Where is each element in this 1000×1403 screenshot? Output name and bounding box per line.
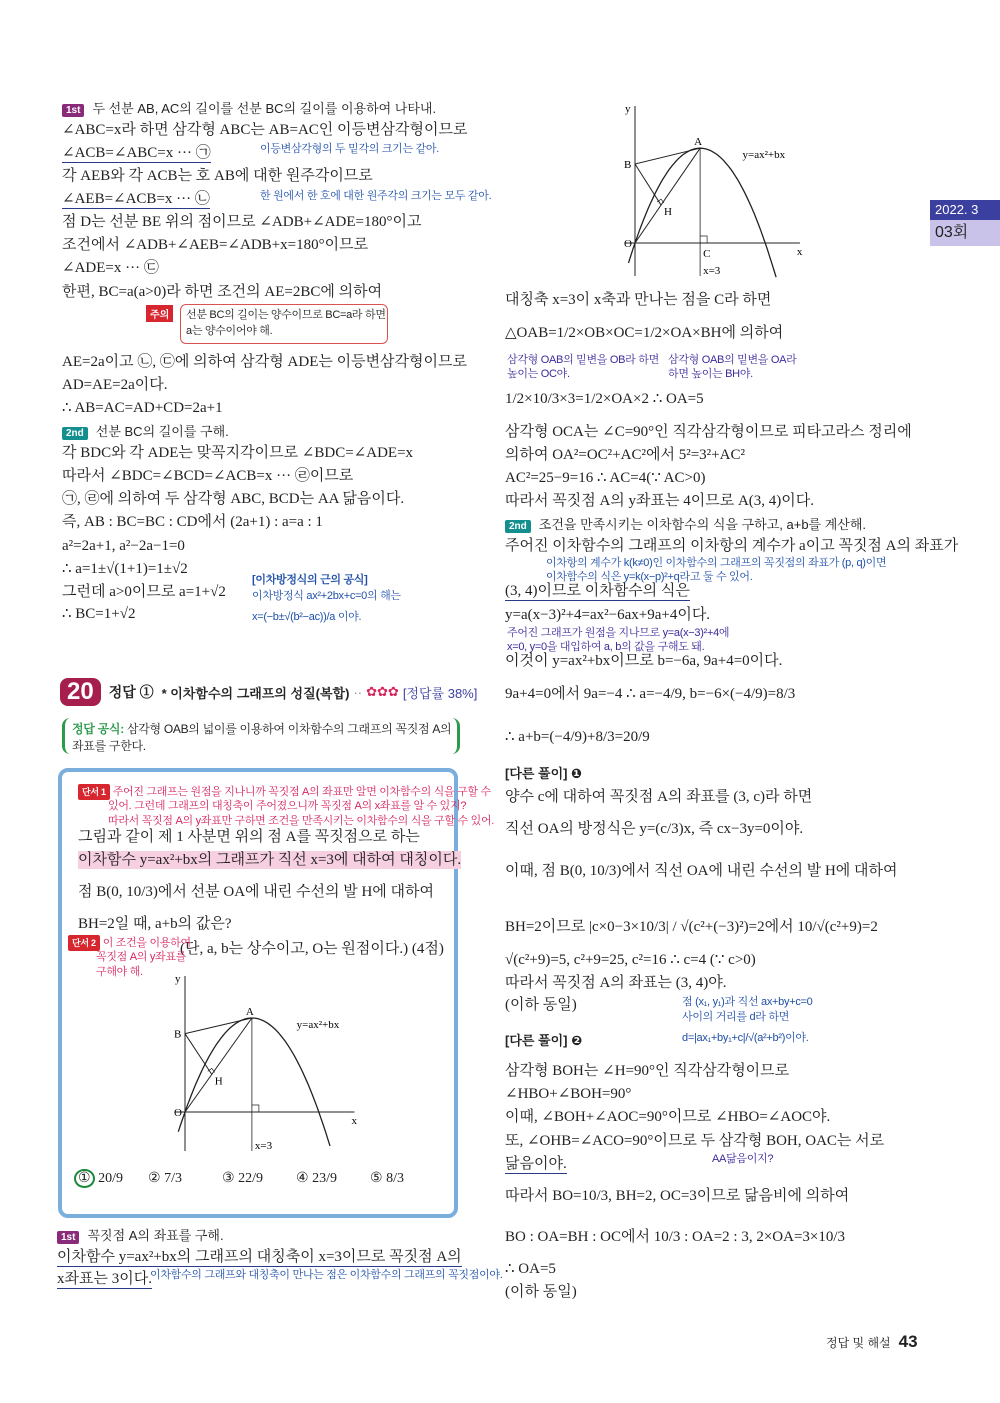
step-2-header bbox=[62, 421, 229, 440]
solution-line: 이것이 y=ax²+bx이므로 b=−6a, 9a+4=0이다. bbox=[505, 653, 783, 669]
solution-line: ∠AEB=∠ACB=x ··· ㉡ bbox=[62, 191, 210, 207]
exam-year-tab: 2022. 3 bbox=[930, 200, 1000, 220]
step-title: 두 선분 AB, AC의 길이를 선분 BC의 길이를 이용하여 나타내. bbox=[92, 101, 437, 116]
choice-4[interactable] bbox=[296, 1170, 337, 1187]
solution-line: AD=AE=2a이다. bbox=[62, 377, 168, 393]
solution-line: 의하여 OA²=OC²+AC²에서 5²=3²+AC² bbox=[505, 447, 745, 463]
choice-number: ② bbox=[148, 1171, 161, 1186]
annotation-note: [이차방정식의 근의 공식] bbox=[252, 574, 368, 586]
question-topic: * 이차함수의 그래프의 성질(복합) bbox=[161, 685, 350, 701]
problem-text: 점 B(0, 10/3)에서 선분 OA에 내린 수선의 발 H에 대하여 bbox=[78, 884, 435, 900]
hint-text: 따라서 꼭짓점 A의 y좌표만 구하면 조건을 만족시키는 이차함수의 식을 구할 수 있어. bbox=[108, 815, 495, 827]
caution-text: 선분 BC의 길이는 양수이므로 BC=a라 하면 bbox=[186, 309, 386, 321]
step-title: 선분 BC의 길이를 구해. bbox=[95, 424, 229, 439]
solution-line: 또, ∠OHB=∠ACO=90°이므로 두 삼각형 BOH, OAC는 서로 bbox=[505, 1133, 885, 1149]
answer-label: 정답 ① bbox=[108, 684, 154, 700]
annotation-note: d=|ax₁+by₁+c|/√(a²+b²)이야. bbox=[682, 1032, 809, 1044]
solution-line: 1/2×10/3×3=1/2×OA×2 ∴ OA=5 bbox=[505, 391, 704, 407]
point-H-label: H bbox=[214, 1075, 223, 1088]
choice-3[interactable] bbox=[222, 1170, 263, 1187]
x-axis-label: x bbox=[351, 1115, 357, 1127]
annotation-note: 하면 높이는 BH야. bbox=[668, 368, 753, 380]
exam-round-tab: 03회 bbox=[930, 220, 1000, 246]
solution-line: ∴ a=1±√(1+1)=1±√2 bbox=[62, 561, 188, 577]
curve-equation-label: y=ax²+bx bbox=[742, 149, 786, 162]
axis-of-symmetry-label: x=3 bbox=[254, 1140, 273, 1152]
solution-line: 삼각형 BOH는 ∠H=90°인 직각삼각형이므로 bbox=[505, 1063, 790, 1079]
solution-line: ∠ACB=∠ABC=x ··· ㉠ bbox=[62, 145, 211, 161]
right-angle-mark bbox=[700, 236, 707, 243]
segment-BH bbox=[185, 1034, 212, 1075]
point-A-label: A bbox=[245, 1006, 254, 1018]
solution-line: 직선 OA의 방정식은 y=(c/3)x, 즉 cx−3y=0이야. bbox=[505, 821, 804, 837]
annotation-note: x=0, y=0을 대입하여 a, b의 값을 구해도 돼. bbox=[507, 641, 705, 653]
correct-rate: [정답률 38%] bbox=[402, 685, 478, 701]
annotation-note: x=(−b±√(b²−ac))/a 이야. bbox=[252, 611, 362, 623]
problem-condition: (단, a, b는 상수이고, O는 원점이다.) (4점) bbox=[180, 941, 444, 957]
problem-text-highlighted: 이차함수 y=ax²+bx의 그래프가 직선 x=3에 대하여 대칭이다. bbox=[78, 852, 462, 868]
page-number: 43 bbox=[898, 1332, 918, 1351]
question-header bbox=[60, 678, 477, 706]
step-1-header bbox=[62, 98, 436, 117]
origin-label: O bbox=[624, 238, 632, 250]
axis-of-symmetry-label: x=3 bbox=[703, 265, 721, 277]
footer-label: 정답 및 해설 bbox=[826, 1336, 891, 1350]
choice-number: ③ bbox=[222, 1171, 235, 1186]
solution-line: 각 BDC와 각 ADE는 맞꼭지각이므로 ∠BDC=∠ADE=x bbox=[62, 445, 414, 461]
choice-number: ④ bbox=[296, 1171, 309, 1186]
solution-line: 삼각형 OCA는 ∠C=90°인 직각삼각형이므로 피타고라스 정리에 bbox=[505, 424, 912, 440]
solution-line: (3, 4)이므로 이차함수의 식은 bbox=[505, 583, 690, 599]
annotation-note: 삼각형 OAB의 밑변을 OA라 bbox=[668, 354, 797, 366]
solution-line: 닮음이야. bbox=[505, 1156, 567, 1172]
solution-line: (이하 동일) bbox=[505, 1284, 577, 1300]
solution-line: AC²=25−9=16 ∴ AC=4(∵ AC>0) bbox=[505, 470, 706, 486]
page-footer bbox=[826, 1332, 918, 1352]
problem-text: BH=2일 때, a+b의 값은? bbox=[78, 916, 232, 932]
step-title: 조건을 만족시키는 이차함수의 식을 구하고, a+b를 계산해. bbox=[538, 517, 867, 532]
point-H-label: H bbox=[664, 206, 672, 219]
alt-solution-2-title: [다른 풀이] ❷ bbox=[505, 1033, 583, 1048]
annotation-note: 이차함수의 그래프와 대칭축이 만나는 점은 이차함수의 그래프의 꼭짓점이야. bbox=[150, 1269, 503, 1281]
choice-value: 8/3 bbox=[386, 1171, 404, 1186]
annotation-note: 점 (x₁, y₁)과 직선 ax+by+c=0 bbox=[682, 996, 813, 1008]
alt-solution-1-title: [다른 풀이] ❶ bbox=[505, 766, 583, 781]
problem-graph bbox=[140, 970, 370, 1160]
annotation-note: 사이의 거리를 d라 하면 bbox=[682, 1011, 790, 1023]
point-B-label: B bbox=[174, 1028, 182, 1041]
hint-2 bbox=[68, 935, 191, 951]
choice-value: 23/9 bbox=[312, 1171, 337, 1186]
solution-line: 따라서 꼭짓점 A의 좌표는 (3, 4)야. bbox=[505, 975, 727, 991]
y-axis-label: y bbox=[175, 973, 181, 985]
solution-line: ∠ABC=x라 하면 삼각형 ABC는 AB=AC인 이등변삼각형이므로 bbox=[62, 122, 468, 138]
step-badge: 2nd bbox=[62, 427, 88, 440]
segment-BH bbox=[635, 164, 661, 205]
solution-line: 점 D는 선분 BE 위의 점이므로 ∠ADB+∠ADE=180°이고 bbox=[62, 214, 422, 230]
hint-text: 꼭짓점 A의 y좌표를 bbox=[96, 951, 187, 963]
solution-line: 따라서 ∠BDC=∠BCD=∠ACB=x ··· ㉣이므로 bbox=[62, 468, 354, 484]
y-axis-label: y bbox=[625, 103, 631, 115]
formula-text: 삼각형 OAB의 넓이를 이용하여 이차함수의 그래프의 꼭짓점 A의 bbox=[126, 722, 452, 736]
solution-line: ∴ OA=5 bbox=[505, 1261, 556, 1277]
solution-line: 양수 c에 대하여 꼭짓점 A의 좌표를 (3, c)라 하면 bbox=[505, 789, 813, 805]
solution-line: △OAB=1/2×OB×OC=1/2×OA×BH에 의하여 bbox=[505, 325, 784, 341]
solution-line: ∴ BC=1+√2 bbox=[62, 606, 136, 622]
solution-line: 9a+4=0에서 9a=−4 ∴ a=−4/9, b=−6×(−4/9)=8/3 bbox=[505, 686, 796, 702]
choice-value: 7/3 bbox=[164, 1171, 182, 1186]
solution-line: 각 AEB와 각 ACB는 호 AB에 대한 원주각이므로 bbox=[62, 168, 373, 184]
curve-equation-label: y=ax²+bx bbox=[296, 1019, 340, 1031]
formula-text: 좌표를 구한다. bbox=[72, 739, 146, 753]
point-C-label: C bbox=[703, 248, 711, 260]
difficulty-stars: ✿✿✿ bbox=[366, 684, 399, 699]
solution-line: 따라서 BO=10/3, BH=2, OC=3이므로 닮음비에 의하여 bbox=[505, 1188, 850, 1204]
point-B-label: B bbox=[624, 159, 632, 171]
step-2-header bbox=[505, 514, 866, 533]
solution-line: BH=2이므로 |c×0−3×10/3| / √(c²+(−3)²)=2에서 10/√(c²+9)=2 bbox=[505, 919, 878, 935]
solution-line: 주어진 이차함수의 그래프의 이차항의 계수가 a이고 꼭짓점 A의 좌표가 bbox=[505, 538, 959, 554]
annotation-note: 한 원에서 한 호에 대한 원주각의 크기는 모두 같아. bbox=[260, 190, 492, 202]
solution-line: 한편, BC=a(a>0)라 하면 조건의 AE=2BC에 의하여 bbox=[62, 284, 383, 300]
origin-label: O bbox=[174, 1107, 182, 1119]
solution-graph bbox=[590, 100, 820, 285]
solution-line: ∴ a+b=(−4/9)+8/3=20/9 bbox=[505, 729, 650, 745]
choice-5[interactable] bbox=[370, 1170, 404, 1187]
point-A-label: A bbox=[694, 136, 703, 149]
annotation-note: 삼각형 OAB의 밑변을 OB라 하면 bbox=[507, 354, 659, 366]
formula-label: 정답 공식: bbox=[72, 722, 124, 736]
step-badge: 2nd bbox=[505, 520, 531, 533]
formula-line bbox=[72, 722, 451, 736]
solution-line: √(c²+9)=5, c²+9=25, c²=16 ∴ c=4 (∵ c>0) bbox=[505, 952, 756, 968]
solution-line: (이하 동일) bbox=[505, 997, 577, 1013]
caution-tag: 주의 bbox=[146, 305, 173, 322]
question-number: 20 bbox=[60, 678, 101, 706]
choice-2[interactable] bbox=[148, 1170, 182, 1187]
choice-number: ⑤ bbox=[370, 1171, 383, 1186]
choice-number: ① bbox=[74, 1169, 95, 1188]
caution-text: a는 양수이어야 해. bbox=[186, 325, 273, 337]
hint-text: 주어진 그래프는 원점을 지나니까 꼭짓점 A의 좌표만 알면 이차함수의 식을 구할 수 bbox=[112, 786, 491, 798]
solution-line: 따라서 꼭짓점 A의 y좌표는 4이므로 A(3, 4)이다. bbox=[505, 493, 815, 509]
solution-line: 조건에서 ∠ADB+∠AEB=∠ADB+x=180°이므로 bbox=[62, 237, 369, 253]
solution-line: a²=2a+1, a²−2a−1=0 bbox=[62, 538, 185, 554]
choice-1[interactable] bbox=[74, 1170, 123, 1187]
solution-line: 이때, 점 B(0, 10/3)에서 직선 OA에 내린 수선의 발 H에 대하여 bbox=[505, 863, 898, 879]
hint-tag: 단서 2 bbox=[68, 935, 100, 951]
solution-line: 대칭축 x=3이 x축과 만나는 점을 C라 하면 bbox=[505, 292, 772, 308]
solution-line: x좌표는 3이다. bbox=[57, 1271, 152, 1287]
step-title: 꼭짓점 A의 좌표를 구해. bbox=[87, 1228, 224, 1243]
hint-text: 구해야 해. bbox=[96, 966, 143, 978]
annotation-note: AA닮음이지? bbox=[712, 1153, 774, 1165]
solution-line: y=a(x−3)²+4=ax²−6ax+9a+4이다. bbox=[505, 607, 711, 623]
solution-line: BO : OA=BH : OC에서 10/3 : OA=2 : 3, 2×OA=3×10/3 bbox=[505, 1229, 846, 1245]
hint-1 bbox=[78, 784, 491, 800]
solution-line: 이차함수 y=ax²+bx의 그래프의 대칭축이 x=3이므로 꼭짓점 A의 bbox=[57, 1249, 462, 1265]
choice-value: 20/9 bbox=[98, 1171, 123, 1186]
annotation-note: 이등변삼각형의 두 밑각의 크기는 같아. bbox=[260, 143, 439, 155]
x-axis-label: x bbox=[796, 246, 803, 258]
annotation-note: 이차항의 계수가 k(k≠0)인 이차함수의 그래프의 꼭짓점의 좌표가 (p, q)이면 bbox=[546, 557, 887, 569]
solution-line: ∴ AB=AC=AD+CD=2a+1 bbox=[62, 400, 223, 416]
solution-line: ㉠, ㉣에 의하여 두 삼각형 ABC, BCD는 AA 닮음이다. bbox=[62, 491, 405, 507]
choice-value: 22/9 bbox=[238, 1171, 263, 1186]
solution-line: 그런데 a>0이므로 a=1+√2 bbox=[62, 584, 226, 600]
solution-line: AE=2a이고 ㉡, ㉢에 의하여 삼각형 ADE는 이등변삼각형이므로 bbox=[62, 354, 468, 370]
solution-line: 즉, AB : BC=BC : CD에서 (2a+1) : a=a : 1 bbox=[62, 514, 323, 530]
step-badge: 1st bbox=[62, 104, 84, 117]
annotation-note: 높이는 OC야. bbox=[507, 368, 570, 380]
annotation-note: 주어진 그래프가 원점을 지나므로 y=a(x−3)²+4에 bbox=[507, 627, 730, 639]
step-1-header bbox=[57, 1225, 224, 1244]
segment-OA bbox=[185, 1018, 252, 1112]
step-badge: 1st bbox=[57, 1231, 79, 1244]
solution-line: ∠ADE=x ··· ㉢ bbox=[62, 260, 159, 276]
solution-line: 이때, ∠BOH+∠AOC=90°이므로 ∠HBO=∠AOC야. bbox=[505, 1109, 831, 1125]
right-angle-mark bbox=[252, 1105, 259, 1112]
hint-text: 있어. 그런데 그래프의 대칭축이 주어졌으니까 꼭짓점 A의 x좌표를 알 수 있지? bbox=[108, 800, 467, 812]
annotation-note: 이차방정식 ax²+2bx+c=0의 해는 bbox=[252, 590, 401, 602]
problem-text: 그림과 같이 제 1 사분면 위의 점 A를 꼭짓점으로 하는 bbox=[78, 829, 420, 845]
hint-text: 이 조건을 이용하여 bbox=[102, 937, 191, 949]
dots: ·· bbox=[353, 684, 363, 700]
hint-tag: 단서 1 bbox=[78, 784, 110, 800]
solution-line: ∠HBO+∠BOH=90° bbox=[505, 1086, 632, 1102]
segment-OA bbox=[635, 148, 700, 243]
annotation-note: 이차함수의 식은 y=k(x−p)²+q라고 둘 수 있어. bbox=[546, 571, 753, 583]
parabola bbox=[178, 1018, 330, 1146]
